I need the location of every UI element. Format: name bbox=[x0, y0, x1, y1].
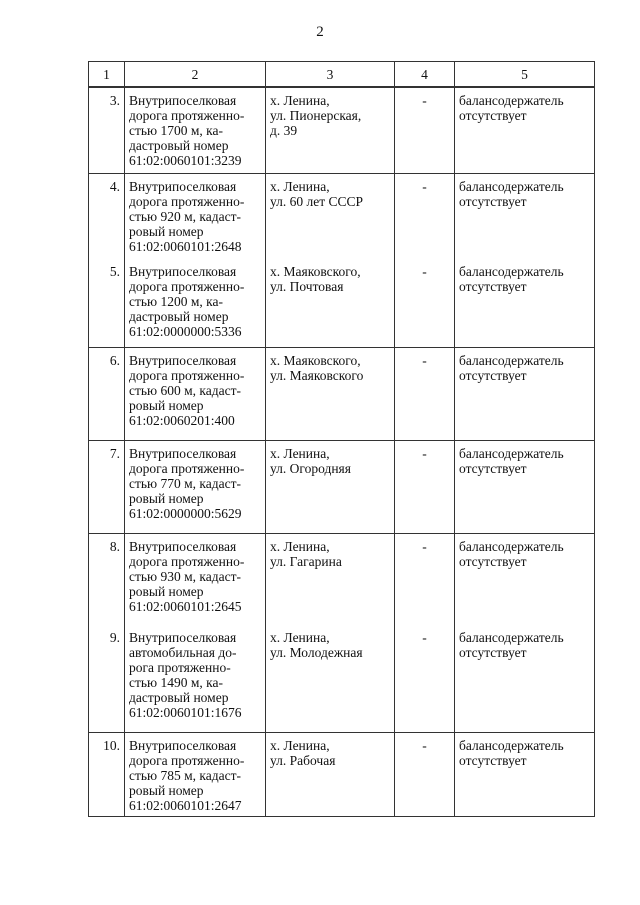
object-description: Внутрипоселковая дорога протяженно- стью 1700 м, ка- дастровый номер 61:02:0060101:3239 bbox=[125, 87, 266, 174]
column-4-value: - bbox=[395, 733, 455, 817]
object-description: Внутрипоселковая дорога протяженно- стью 770 м, кадаст- ровый номер 61:02:0000000:5629 bbox=[125, 441, 266, 534]
balance-holder: балансодержатель отсутствует bbox=[455, 259, 595, 348]
object-address: х. Ленина, ул. Рабочая bbox=[266, 733, 395, 817]
column-4-value: - bbox=[395, 174, 455, 260]
column-header: 1 bbox=[89, 62, 125, 88]
object-description: Внутрипоселковая дорога протяженно- стью 930 м, кадаст- ровый номер 61:02:0060101:2645 bbox=[125, 534, 266, 626]
object-address: х. Ленина, ул. Гагарина bbox=[266, 534, 395, 626]
column-4-value: - bbox=[395, 625, 455, 733]
row-number: 5. bbox=[89, 259, 125, 348]
object-address: х. Ленина, ул. Пионерская, д. 39 bbox=[266, 87, 395, 174]
row-number: 7. bbox=[89, 441, 125, 534]
row-number: 4. bbox=[89, 174, 125, 260]
object-address: х. Маяковского, ул. Маяковского bbox=[266, 348, 395, 441]
balance-holder: балансодержатель отсутствует bbox=[455, 87, 595, 174]
column-header: 4 bbox=[395, 62, 455, 88]
object-description: Внутрипоселковая автомобильная до- рога протяженно- стью 1490 м, ка- дастровый номер 61:02:0060101:1676 bbox=[125, 625, 266, 733]
balance-holder: балансодержатель отсутствует bbox=[455, 534, 595, 626]
column-4-value: - bbox=[395, 259, 455, 348]
column-header: 3 bbox=[266, 62, 395, 88]
object-address: х. Ленина, ул. Огородняя bbox=[266, 441, 395, 534]
object-address: х. Маяковского, ул. Почтовая bbox=[266, 259, 395, 348]
column-header: 2 bbox=[125, 62, 266, 88]
page-number: 2 bbox=[316, 24, 324, 40]
balance-holder: балансодержатель отсутствует bbox=[455, 441, 595, 534]
table-row bbox=[89, 441, 595, 534]
balance-holder: балансодержатель отсутствует bbox=[455, 174, 595, 260]
table-row bbox=[89, 733, 595, 817]
table-row bbox=[89, 348, 595, 441]
row-number: 3. bbox=[89, 87, 125, 174]
object-address: х. Ленина, ул. Молодежная bbox=[266, 625, 395, 733]
row-number: 8. bbox=[89, 534, 125, 626]
balance-holder: балансодержатель отсутствует bbox=[455, 348, 595, 441]
column-4-value: - bbox=[395, 534, 455, 626]
row-number: 10. bbox=[89, 733, 125, 817]
column-4-value: - bbox=[395, 441, 455, 534]
object-description: Внутрипоселковая дорога протяженно- стью 1200 м, ка- дастровый номер 61:02:0000000:5336 bbox=[125, 259, 266, 348]
table-row bbox=[89, 174, 595, 260]
table-row bbox=[89, 625, 595, 733]
table-row bbox=[89, 259, 595, 348]
column-4-value: - bbox=[395, 87, 455, 174]
table-row bbox=[89, 87, 595, 174]
object-description: Внутрипоселковая дорога протяженно- стью 785 м, кадаст- ровый номер 61:02:0060101:2647 bbox=[125, 733, 266, 817]
balance-holder: балансодержатель отсутствует bbox=[455, 733, 595, 817]
balance-holder: балансодержатель отсутствует bbox=[455, 625, 595, 733]
table-header-row bbox=[89, 62, 595, 88]
object-description: Внутрипоселковая дорога протяженно- стью 600 м, кадаст- ровый номер 61:02:0060201:400 bbox=[125, 348, 266, 441]
row-number: 9. bbox=[89, 625, 125, 733]
object-address: х. Ленина, ул. 60 лет СССР bbox=[266, 174, 395, 260]
table-row bbox=[89, 534, 595, 626]
registry-table bbox=[88, 61, 595, 817]
column-header: 5 bbox=[455, 62, 595, 88]
row-number: 6. bbox=[89, 348, 125, 441]
object-description: Внутрипоселковая дорога протяженно- стью 920 м, кадаст- ровый номер 61:02:0060101:2648 bbox=[125, 174, 266, 260]
column-4-value: - bbox=[395, 348, 455, 441]
